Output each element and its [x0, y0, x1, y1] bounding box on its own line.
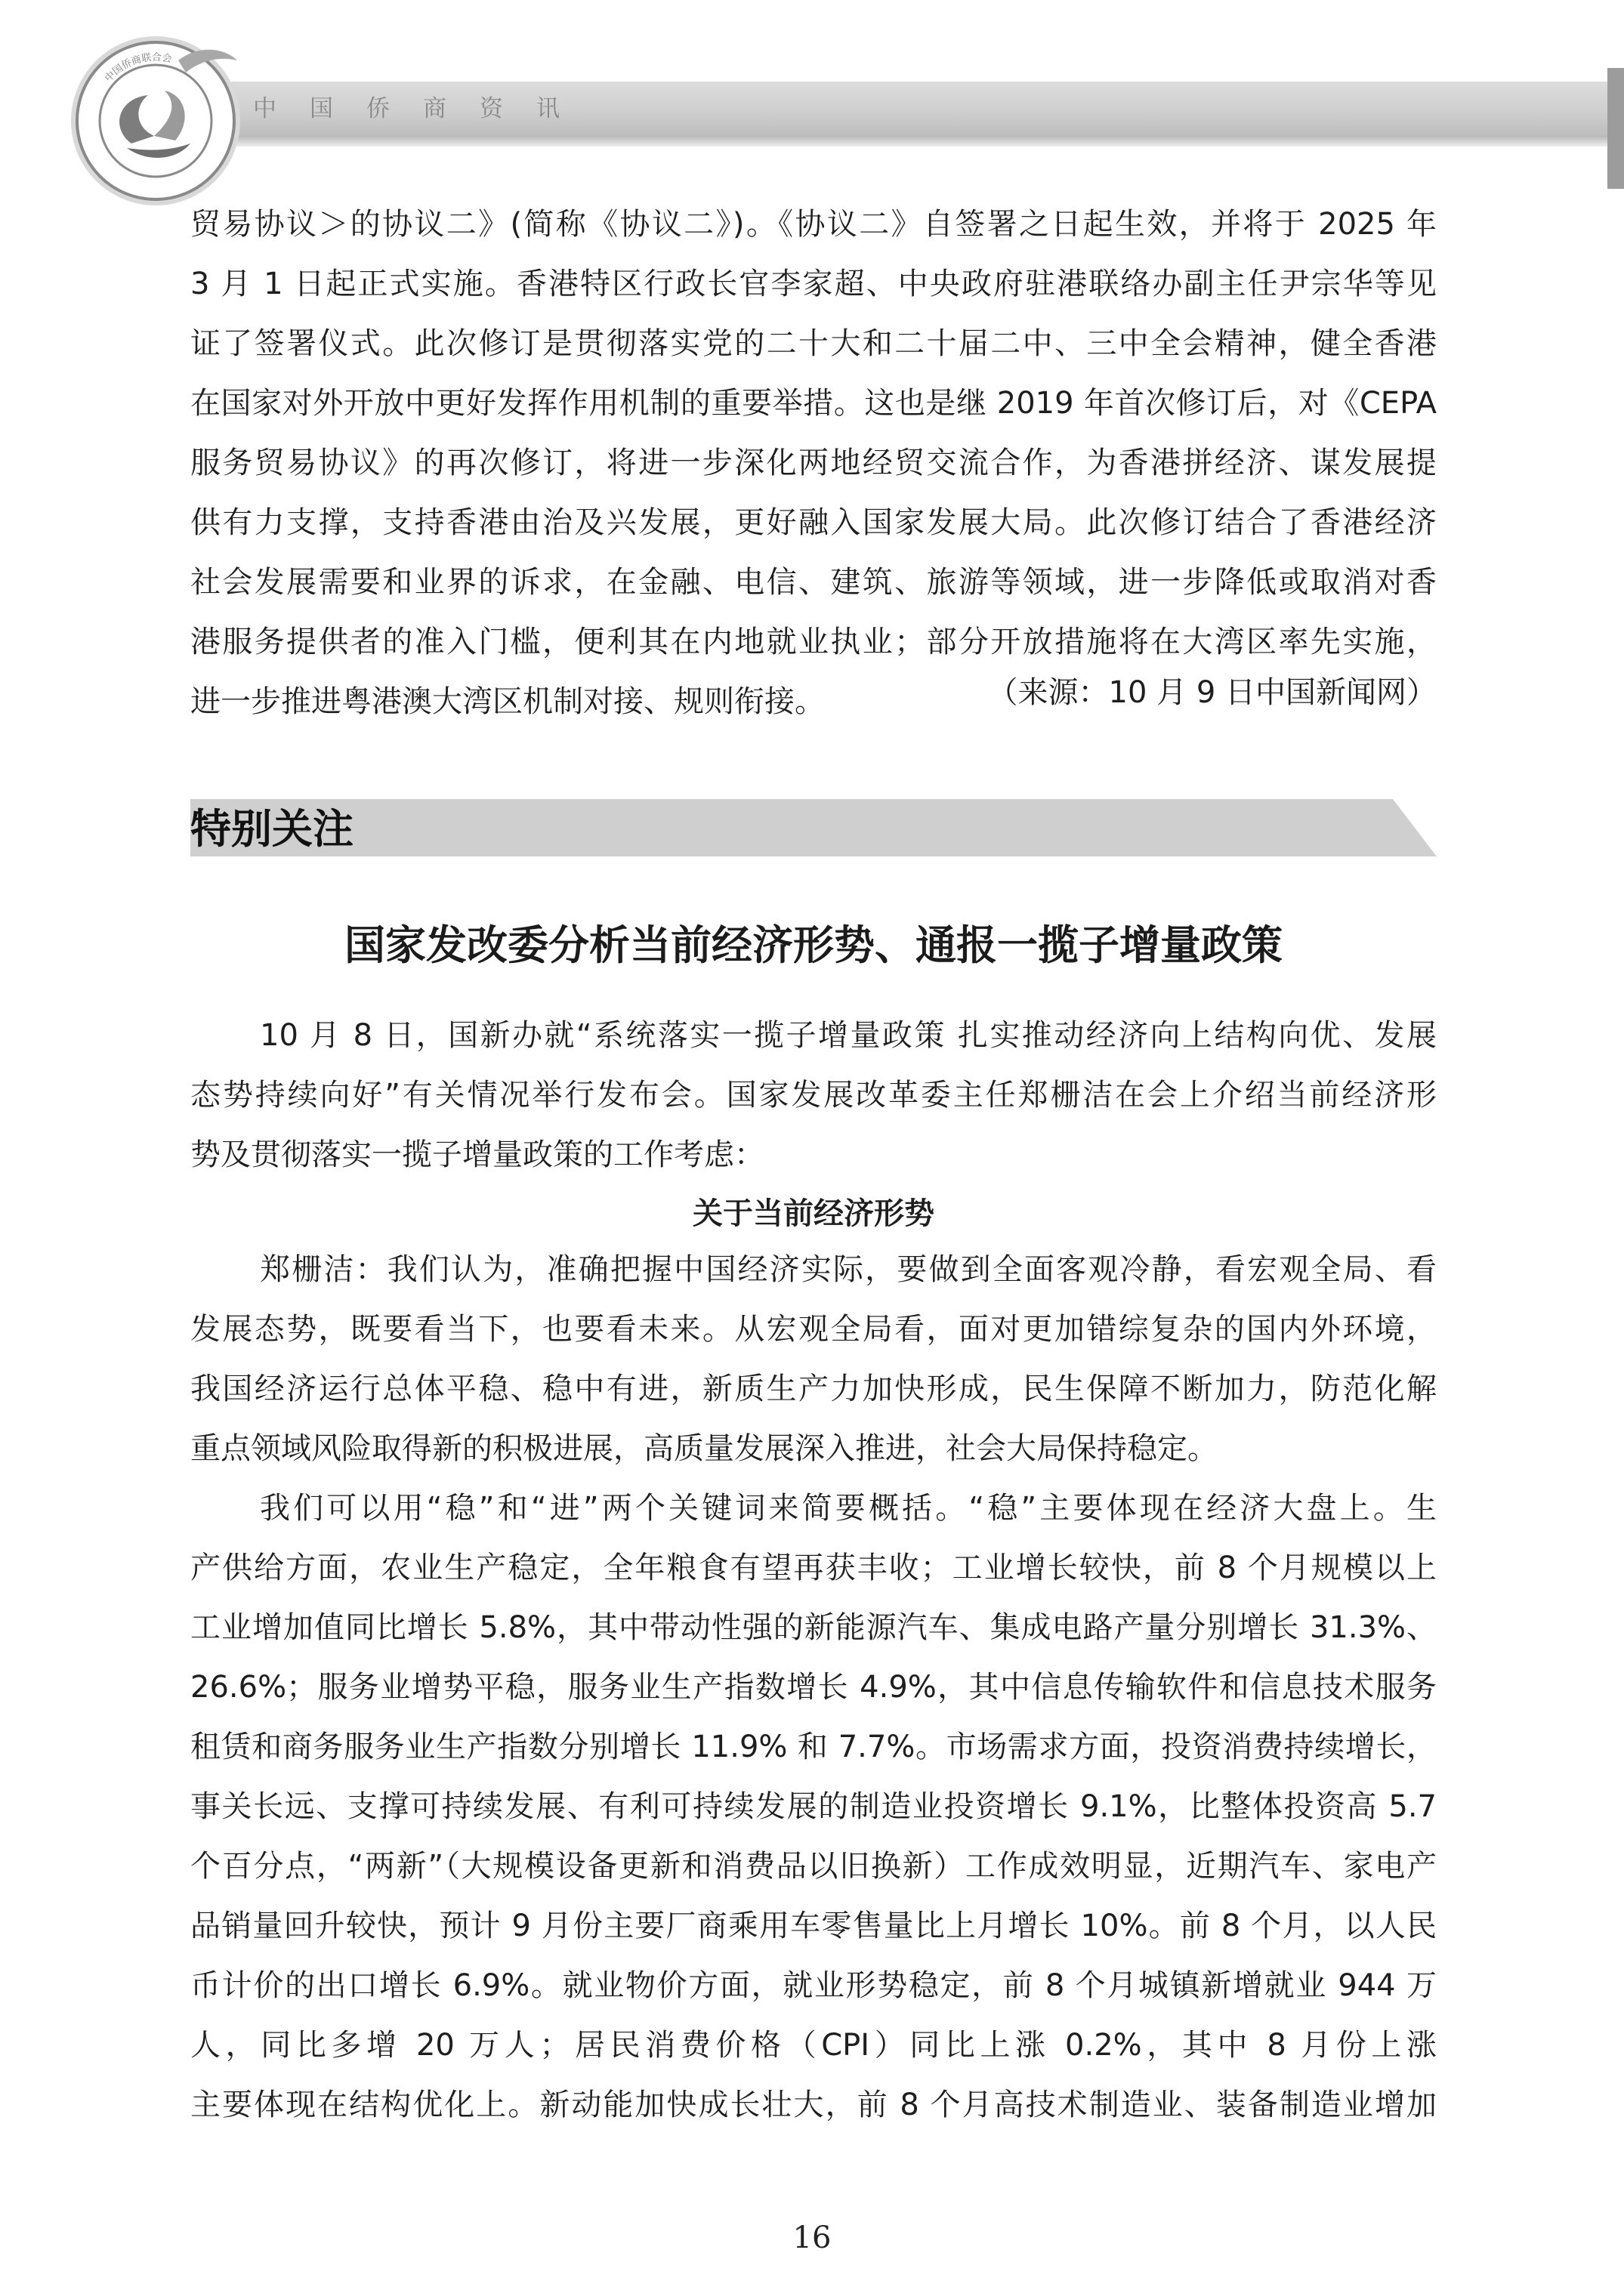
- text-line: 重点领域风险取得新的积极进展，高质量发展深入推进，社会大局保持稳定。: [190, 1431, 1218, 1466]
- text-line: 服务贸易协议》的再次修订，将进一步深化两地经贸交流合作，为香港拼经济、谋发展提: [190, 446, 1437, 480]
- text-line: 26.6%；服务业增势平稳，服务业生产指数增长 4.9%，其中信息传输软件和信息技术服务: [190, 1670, 1437, 1705]
- text-line: 态势持续向好”有关情况举行发布会。国家发展改革委主任郑栅洁在会上介绍当前经济形: [190, 1078, 1437, 1113]
- text-line: 租赁和商务服务业生产指数分别增长 11.9% 和 7.7%。市场需求方面，投资消费持续增长，: [190, 1730, 1437, 1764]
- text-line: 3 月 1 日起正式实施。香港特区行政长官李家超、中央政府驻港联络办副主任尹宗华等见: [190, 267, 1437, 301]
- header-edge: [1607, 68, 1624, 189]
- article2-intro: [190, 1006, 1437, 1185]
- text-line: 郑栅洁：我们认为，准确把握中国经济实际，要做到全面客观冷静，看宏观全局、看: [260, 1252, 1437, 1287]
- text-line: 贸易协议＞的协议二》(简称《协议二》)。《协议二》自签署之日起生效，并将于 2025 年: [190, 207, 1437, 242]
- text-line: 在国家对外开放中更好发挥作用机制的重要举措。这也是继 2019 年首次修订后，对《CEPA: [190, 386, 1437, 421]
- text-line: 势及贯彻落实一揽子增量政策的工作考虑：: [190, 1137, 764, 1172]
- header-shadow: [210, 136, 1624, 147]
- text-line: 个百分点，“两新”（大规模设备更新和消费品以旧换新）工作成效明显，近期汽车、家电产: [190, 1849, 1437, 1884]
- article2-paragraph-2: [190, 1479, 1437, 2135]
- text-line: 社会发展需要和业界的诉求，在金融、电信、建筑、旅游等领域，进一步降低或取消对香: [190, 565, 1437, 600]
- header-title: 中国侨商资讯: [253, 95, 593, 122]
- text-line: 主要体现在结构优化上。新动能加快成长壮大，前 8 个月高技术制造业、装备制造业增加: [190, 2088, 1437, 2122]
- section-title: 特别关注: [190, 804, 354, 853]
- text-line: 证了签署仪式。此次修订是贯彻落实党的二十大和二十届二中、三中全会精神，健全香港: [190, 326, 1437, 361]
- article2-paragraph-1: [190, 1240, 1437, 1479]
- logo-text: 中国侨商联合会: [103, 51, 173, 85]
- text-line: 10 月 8 日，国新办就“系统落实一揽子增量政策 扎实推动经济向上结构向优、发展: [260, 1018, 1437, 1053]
- logo-emblem-icon: [65, 30, 246, 211]
- article-subheading: 关于当前经济形势: [693, 1196, 934, 1231]
- text-line: 品销量回升较快，预计 9 月份主要厂商乘用车零售量比上月增长 10%。前 8 个月，以人民: [190, 1909, 1437, 1943]
- article-title: 国家发改委分析当前经济形势、通报一揽子增量政策: [344, 921, 1283, 969]
- text-line: 进一步推进粤港澳大湾区机制对接、规则衔接。: [190, 684, 825, 719]
- article1-body: [190, 195, 1437, 732]
- source-citation: （来源：10 月 9 日中国新闻网）: [987, 675, 1437, 710]
- text-line: 我国经济运行总体平稳、稳中有进，新质生产力加快形成，民生保障不断加力，防范化解: [190, 1372, 1437, 1406]
- text-line: 供有力支撑，支持香港由治及兴发展，更好融入国家发展大局。此次修订结合了香港经济: [190, 505, 1437, 540]
- text-line: 产供给方面，农业生产稳定，全年粮食有望再获丰收；工业增长较快，前 8 个月规模以上: [190, 1551, 1437, 1585]
- text-line: 人，同比多增 20 万人；居民消费价格（CPI）同比上涨 0.2%，其中 8 月份上涨: [190, 2028, 1437, 2063]
- text-line: 发展态势，既要看当下，也要看未来。从宏观全局看，面对更加错综复杂的国内外环境，: [190, 1312, 1437, 1347]
- association-logo: [65, 30, 246, 211]
- text-line: 港服务提供者的准入门槛，便利其在内地就业执业；部分开放措施将在大湾区率先实施，: [190, 625, 1437, 659]
- section-bar: [190, 799, 1437, 856]
- text-line: 事关长远、支撑可持续发展、有利可持续发展的制造业投资增长 9.1%，比整体投资高 5.7: [190, 1789, 1437, 1824]
- text-line: 币计价的出口增长 6.9%。就业物价方面，就业形势稳定，前 8 个月城镇新增就业 944 万: [190, 1968, 1437, 2003]
- text-line: 我们可以用“稳”和“进”两个关键词来简要概括。“稳”主要体现在经济大盘上。生: [260, 1491, 1437, 1526]
- text-line: 工业增加值同比增长 5.8%，其中带动性强的新能源汽车、集成电路产量分别增长 31.3%、: [190, 1610, 1437, 1645]
- page-number: 16: [792, 2220, 832, 2255]
